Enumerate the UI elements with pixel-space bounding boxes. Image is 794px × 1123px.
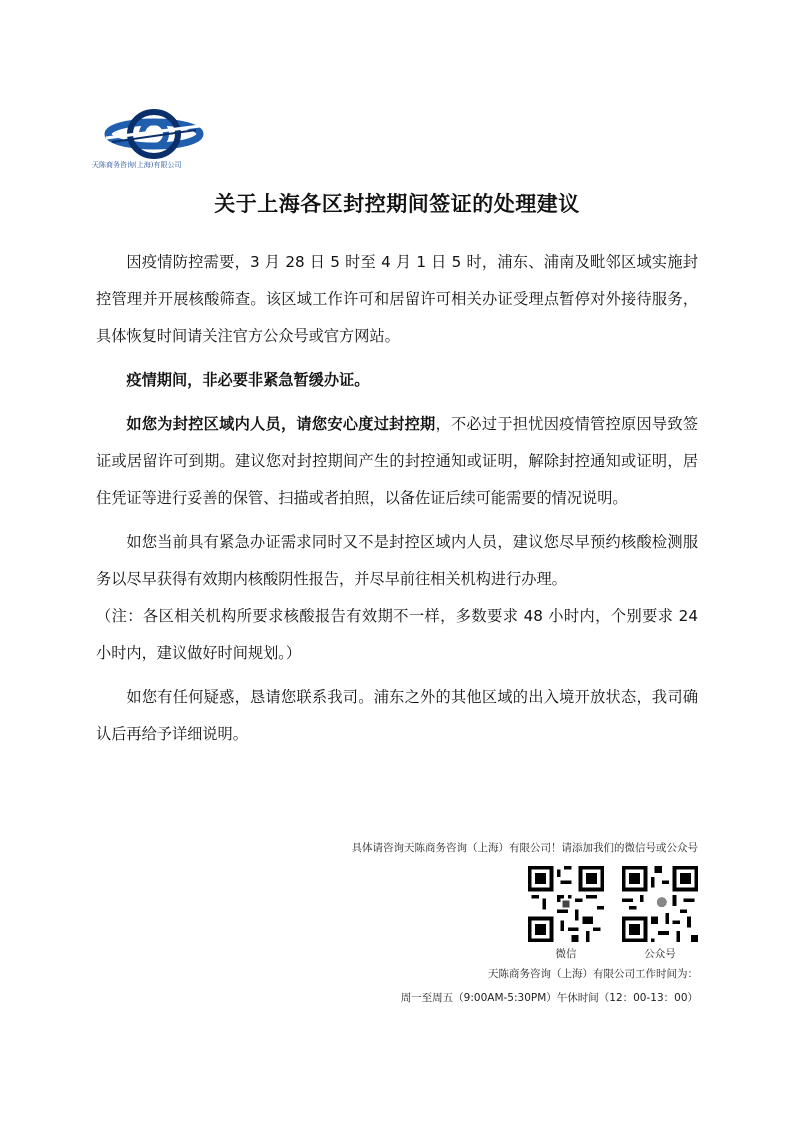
working-hours-detail: 周一至周五（9:00AM-5:30PM）午休时间（12：00-13：00） — [400, 992, 698, 1004]
qr-official-block — [622, 866, 698, 961]
paragraph-3 — [96, 406, 698, 517]
paragraph-1: 因疫情防控需要，3 月 28 日 5 时至 4 月 1 日 5 时，浦东、浦南及毗邻区域实施封控管理并开展核酸筛查。该区域工作许可和居留许可相关办证受理点暂停对外接待服务，具体恢复时间请关注官方公众号或官方网站。 — [96, 253, 698, 345]
qr-wechat-label: 微信 — [555, 948, 577, 960]
working-hours-heading: 天陈商务咨询（上海）有限公司工作时间为： — [488, 968, 698, 980]
page-title: 关于上海各区封控期间签证的处理建议 — [214, 192, 580, 216]
paragraph-4-note: （注：各区相关机构所要求核酸报告有效期不一样，多数要求 48 小时内，个别要求 24 小时内，建议做好时间规划。） — [96, 607, 698, 662]
qr-code-wechat-icon — [528, 866, 604, 942]
document-body — [96, 244, 698, 760]
logo-caption: 天陈商务咨询(上海)有限公司 — [92, 161, 182, 169]
paragraph-5: 如您有任何疑惑，恳请您联系我司。浦东之外的其他区域的出入境开放状态，我司确认后再给予详细说明。 — [96, 688, 698, 743]
qr-official-label: 公众号 — [644, 948, 676, 960]
qr-code-official-account-icon — [622, 866, 698, 942]
paragraph-4: 如您当前具有紧急办证需求同时又不是封控区域内人员，建议您尽早预约核酸检测服务以尽早获得有效期内核酸阴性报告，并尽早前往相关机构进行办理。 — [96, 533, 698, 588]
paragraph-3-bold: 如您为封控区域内人员，请您安心度过封控期 — [126, 415, 436, 433]
qr-wechat-block — [528, 866, 604, 961]
company-logo-icon — [92, 108, 222, 160]
contact-line: 具体请咨询天陈商务咨询（上海）有限公司！请添加我们的微信号或公众号 — [351, 842, 698, 854]
company-logo — [92, 108, 222, 178]
paragraph-3-rest: ，不必过于担忧因疫情管控原因导致签证或居留许可到期。建议您对封控期间产生的封控通知或证明，解除封控通知或证明，居住凭证等进行妥善的保管、扫描或者拍照，以备佐证后续可能需要的情况说明。 — [96, 415, 699, 507]
paragraph-2: 疫情期间，非必要非紧急暂缓办证。 — [126, 371, 370, 389]
